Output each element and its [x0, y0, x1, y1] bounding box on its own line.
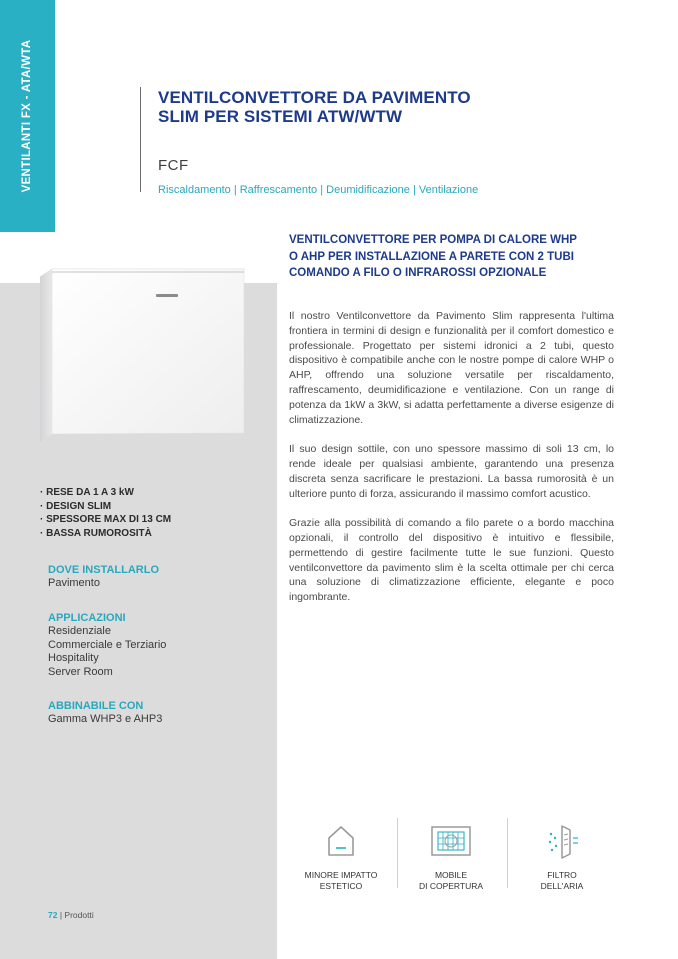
icon-label-line: MINORE IMPATTO — [304, 870, 378, 880]
subtitle-line-1: VENTILCONVETTORE PER POMPA DI CALORE WHP — [289, 234, 577, 246]
fan-coil-unit-image — [34, 263, 278, 445]
page-footer — [48, 910, 94, 920]
subtitle-line-2: O AHP PER INSTALLAZIONE A PARETE CON 2 TUBI — [289, 250, 574, 263]
feature-item: · BASSA RUMOROSITÀ — [40, 527, 152, 539]
application-item: Residenziale — [48, 625, 111, 637]
feature-item: · RESE DA 1 A 3 kW — [40, 487, 134, 498]
icon-label-line: FILTRO — [547, 870, 577, 880]
feature-icon-low-impact — [291, 818, 391, 892]
subtitle-line-3: COMANDO A FILO O INFRAROSSI OPZIONALE — [289, 267, 547, 279]
icon-divider — [397, 818, 398, 888]
pairable-section — [48, 699, 162, 727]
functions-list: Riscaldamento | Raffrescamento | Deumidificazione | Ventilazione — [158, 184, 479, 196]
grille-cabinet-icon — [429, 824, 473, 858]
title-line-1: VENTILCONVETTORE DA PAVIMENTO — [158, 88, 471, 107]
house-icon — [321, 821, 361, 861]
feature-item: · DESIGN SLIM — [40, 500, 112, 512]
install-section — [48, 563, 159, 591]
feature-icon-cabinet — [401, 818, 501, 892]
model-code: FCF — [158, 157, 189, 174]
product-subtitle — [289, 232, 619, 282]
description-paragraph-3: Grazie alla possibilità di comando a filo parete o a bordo macchina opzionali, il controllo del dispositivo è intuitivo e flessibile, permettendo di gestire facilmente tutte le sue funzioni. Questo ventilconvettore da pavimento slim è la scelta ottimale per chi cerca una soluzione di climatizzazione efficiente, elegante e poco ingombrante. — [289, 517, 614, 604]
description-text — [289, 309, 614, 620]
application-item: Commerciale e Terziario — [48, 638, 167, 651]
title-line-2: SLIM PER SISTEMI ATW/WTW — [158, 107, 403, 126]
install-item: Pavimento — [48, 577, 100, 589]
icon-label-line: ESTETICO — [319, 881, 363, 891]
install-title: DOVE INSTALLARLO — [48, 564, 160, 576]
applications-title: APPLICAZIONI — [48, 612, 126, 624]
feature-icon-filter — [512, 818, 612, 892]
icon-label-line: MOBILE — [434, 870, 468, 880]
section-side-tab — [0, 0, 55, 232]
side-tab-label: VENTILANTI FX - ATA/WTA — [21, 39, 33, 193]
icon-divider — [507, 818, 508, 888]
header-divider — [140, 87, 141, 192]
feature-item: · SPESSORE MAX DI 13 CM — [40, 514, 172, 525]
applications-section — [48, 611, 166, 679]
footer-section: Prodotti — [64, 910, 94, 920]
features-list — [40, 486, 171, 540]
icon-label-line: DI COPERTURA — [418, 881, 484, 891]
pairable-item: Gamma WHP3 e AHP3 — [48, 713, 163, 725]
page-number: 72 — [48, 910, 58, 920]
pairable-title: ABBINABILE CON — [48, 700, 144, 712]
air-filter-icon — [542, 821, 582, 861]
footer-separator: | — [59, 910, 65, 920]
application-item: Server Room — [48, 665, 113, 678]
application-item: Hospitality — [48, 652, 99, 665]
icon-label-line: DELL'ARIA — [540, 881, 584, 891]
description-paragraph-1: Il nostro Ventilconvettore da Pavimento Slim rappresenta l'ultima frontiera in termini di design e funzionalità per il comfort domestico e professionale. Progettato per sistemi idronici a 2 tubi, questo dispositivo è compatibile anche con le nostre pompe di calore WHP o AHP, offrendo una soluzione versatile per riscaldamento, raffrescamento, deumidificazione e ventilazione. Con un range di potenza da 1kW a 3kW, si adatta perfettamente a diverse esigenze di climatizzazione. — [289, 310, 614, 426]
page-title — [158, 88, 558, 126]
description-paragraph-2: Il suo design sottile, con uno spessore massimo di soli 13 cm, lo rende ideale per qualsiasi ambiente, garantendo una presenza discreta senza sacrificare le prestazioni. La bassa rumorosità è un ulteriore punto di forza, assicurando il massimo comfort acustico. — [289, 443, 614, 500]
